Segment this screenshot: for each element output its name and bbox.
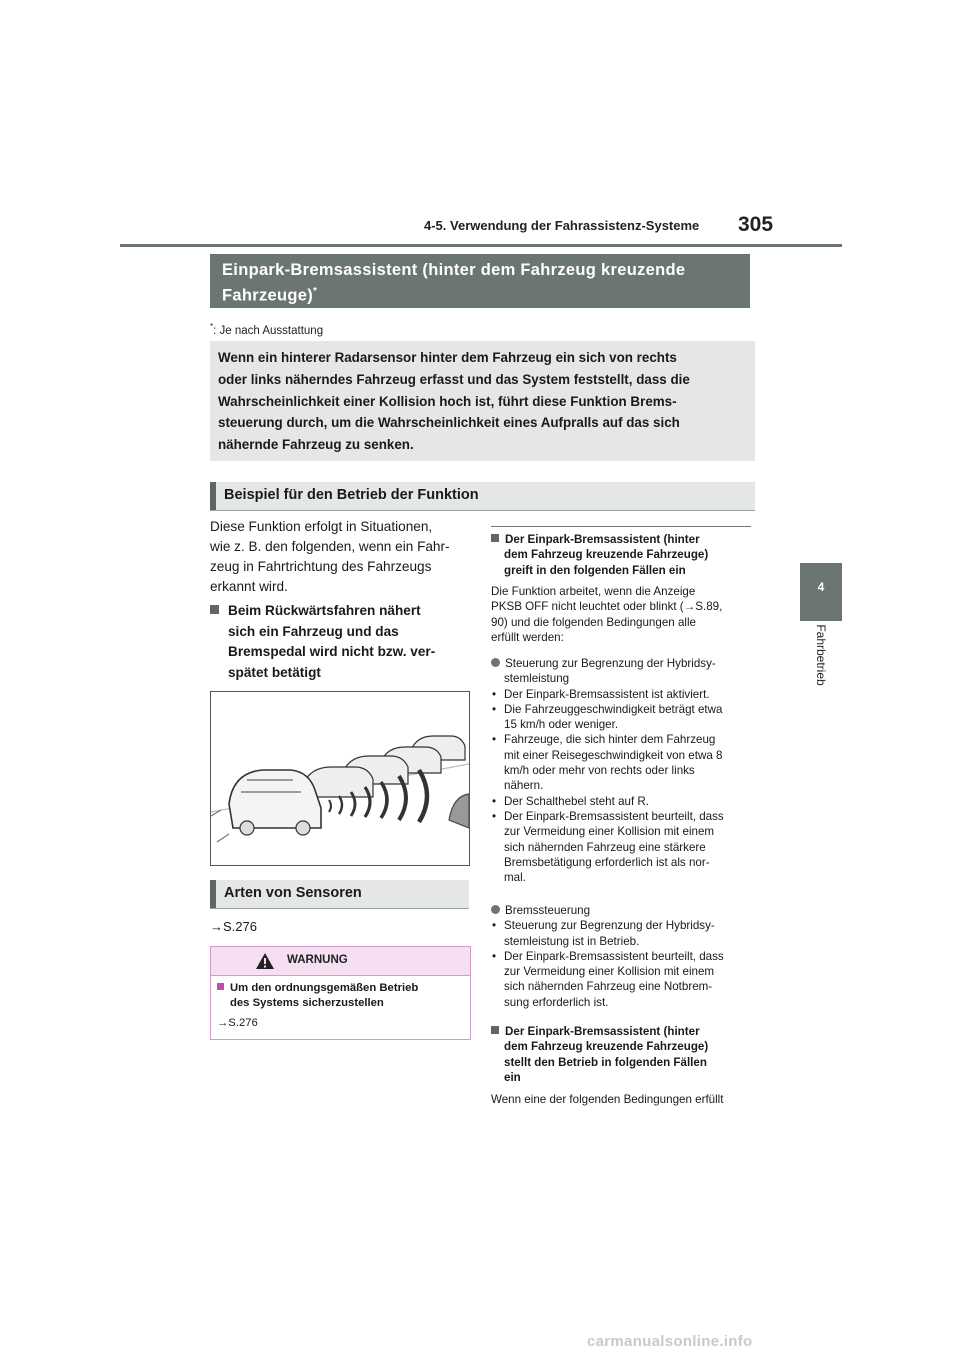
warning-page-reference[interactable]: →S.276 [217, 1017, 258, 1029]
page-reference[interactable]: →S.276 [210, 919, 257, 934]
condition-group-brake: Bremssteuerung • Steuerung zur Begrenzung der Hybridsy- stemleistung ist in Betrieb. • Der Einpark-Bremsassistent beurteilt, dass zur Vermeidung einer Kollision mit einem sich nähernden Fahrzeug eine Notbrem- sung erforderlich ist. [491, 903, 753, 1010]
right-column-rule [491, 526, 751, 527]
header-rule [120, 244, 842, 247]
condition-group-hybrid-limit: Steuerung zur Begrenzung der Hybridsy- stemleistung • Der Einpark-Bremsassistent ist aktiviert. • Die Fahrzeuggeschwindigkeit beträgt etwa 15 km/h oder weniger. • Fahrzeuge, die sich hinter dem Fahrzeug mit einer Reisegeschwindigkeit von etwa 8 km/h oder mehr von rechts oder links nähern. • Der Schalthebel steht auf R. • Der Einpark-Bremsassistent beurteilt, dass zur Vermeidung einer Kollision mit einem sich nähernden Fahrzeug eine stärkere Bremsbetätigung erforderlich ist als nor- mal. [491, 656, 753, 885]
warning-box [210, 946, 471, 1040]
operation-intro: Die Funktion arbeitet, wenn die Anzeige PKSB OFF nicht leuchtet oder blinkt (→S.89, 90) und die folgenden Bedingungen alle erfüllt werden: [491, 585, 723, 644]
case-heading: Beim Rückwärtsfahren nähert sich ein Fahrzeug und das Bremspedal wird nicht bzw. ver- spätet betätigt [210, 601, 470, 683]
chapter-number: 4 [817, 580, 825, 594]
square-bullet-icon [210, 605, 219, 614]
square-bullet-icon [491, 534, 499, 542]
warning-triangle-icon [255, 952, 275, 970]
square-bullet-icon [491, 1026, 499, 1034]
circle-bullet-icon [491, 658, 500, 667]
header-section-title: 4-5. Verwendung der Fahrassistenz-Systeme [424, 218, 700, 233]
stop-intro: Wenn eine der folgenden Bedingungen erfüllt [491, 1093, 724, 1106]
intro-text: Wenn ein hinterer Radarsensor hinter dem Fahrzeug ein sich von rechts oder links näherndes Fahrzeug erfasst und das System feststellt, dass die Wahrscheinlichkeit einer Kollision hoch ist, führt diese Funktion Brems- steuerung durch, um die Wahrscheinlichkeit eines Aufpralls auf das sich nähernde Fahrzeug zu senken. [218, 350, 690, 453]
chapter-label: Fahrbetrieb [814, 624, 828, 686]
watermark: carmanualsonline.info [587, 1333, 753, 1350]
heading-arten: Arten von Sensoren [210, 880, 469, 909]
page-number: 305 [738, 213, 774, 236]
section-title: Einpark-Bremsassistent (hinter dem Fahrzeug kreuzende Fahrzeuge)* [222, 261, 686, 305]
operation-heading: Der Einpark-Bremsassistent (hinter dem Fahrzeug kreuzende Fahrzeuge) greift in den folgenden Fällen ein [491, 532, 753, 578]
warning-body: Um den ordnungsgemäßen Betrieb des Systems sicherzustellen →S.276 [217, 981, 463, 1031]
footnote: *: Je nach Ausstattung [210, 322, 324, 337]
heading-beispiel: Beispiel für den Betrieb der Funktion [210, 482, 755, 511]
square-bullet-icon [217, 983, 224, 990]
illustration-parking-scene [210, 691, 470, 866]
circle-bullet-icon [491, 905, 500, 914]
stop-heading: Der Einpark-Bremsassistent (hinter dem Fahrzeug kreuzende Fahrzeuge) stellt den Betrieb in folgenden Fällen ein [491, 1024, 753, 1085]
beispiel-paragraph: Diese Funktion erfolgt in Situationen, wie z. B. den folgenden, wenn ein Fahr- zeug in Fahrtrichtung des Fahrzeugs erkannt wird. [210, 519, 450, 594]
warning-header: WARNUNG [211, 947, 470, 976]
